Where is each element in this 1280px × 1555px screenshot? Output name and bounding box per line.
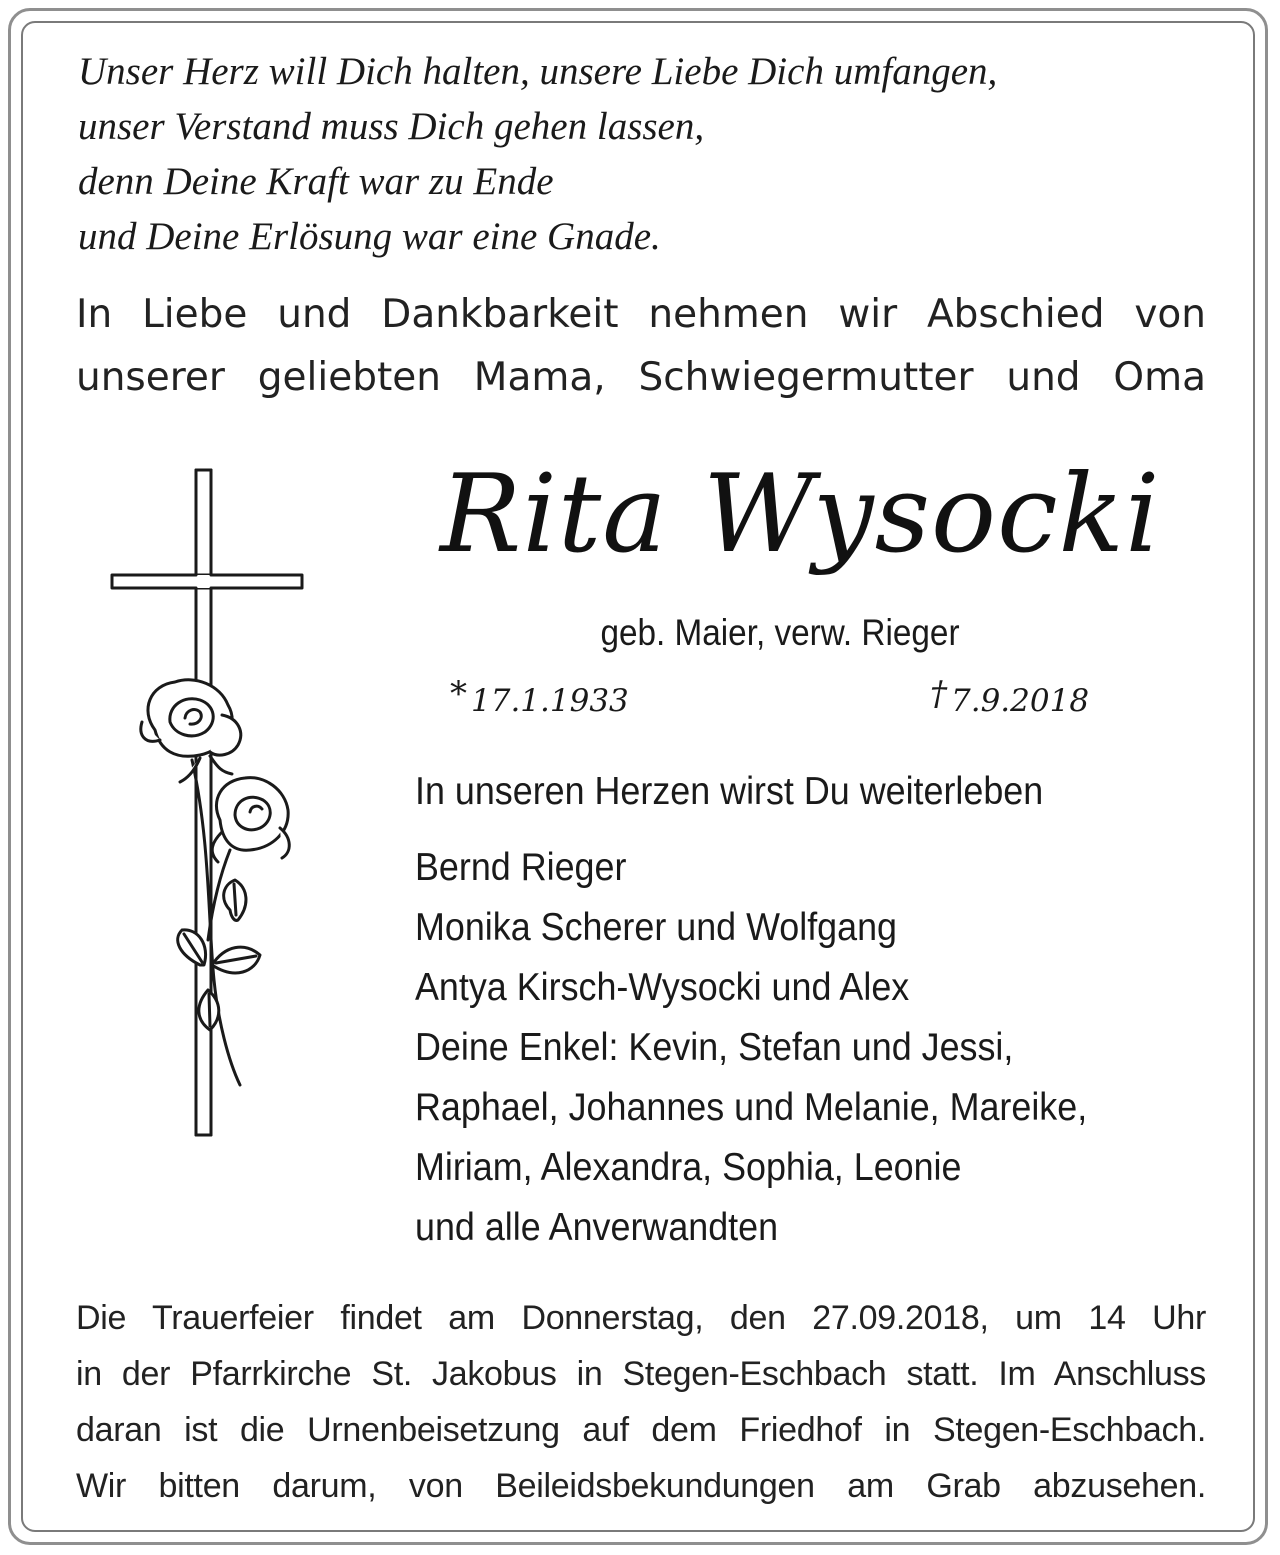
funeral-line: Wir bitten darum, von Beileidsbekundungen am Grab abzusehen. — [76, 1467, 1206, 1505]
mourner-line: Antya Kirsch-Wysocki und Alex — [415, 966, 910, 1009]
poem — [78, 44, 997, 264]
birth-date-block — [450, 672, 629, 723]
mourner-line: Deine Enkel: Kevin, Stefan und Jessi, — [415, 1026, 1014, 1069]
intro-line: In Liebe und Dankbarkeit nehmen wir Abschied von — [76, 292, 1206, 337]
intro-text — [76, 283, 1206, 409]
death-date: 7.9.2018 — [951, 683, 1090, 719]
mourner-line: Miriam, Alexandra, Sophia, Leonie — [415, 1146, 962, 1189]
mourner-line: Monika Scherer und Wolfgang — [415, 906, 898, 949]
birth-names: geb. Maier, verw. Rieger — [600, 612, 960, 653]
birth-star-icon: * — [450, 674, 467, 714]
poem-line: denn Deine Kraft war zu Ende — [78, 160, 554, 203]
poem-line: und Deine Erlösung war eine Gnade. — [78, 215, 661, 258]
death-date-block — [930, 672, 1089, 723]
poem-line: unser Verstand muss Dich gehen lassen, — [78, 105, 705, 148]
cross-with-roses-icon — [100, 460, 320, 1140]
funeral-line: in der Pfarrkirche St. Jakobus in Stegen-Eschbach statt. Im Anschluss — [76, 1355, 1206, 1393]
mourner-line: Raphael, Johannes und Melanie, Mareike, — [415, 1086, 1088, 1129]
mourner-line: und alle Anverwandten — [415, 1206, 779, 1249]
death-cross-icon: † — [930, 674, 947, 714]
mourner-line: Bernd Rieger — [415, 846, 627, 889]
funeral-line: daran ist die Urnenbeisetzung auf dem Friedhof in Stegen-Eschbach. — [76, 1411, 1206, 1449]
deceased-name: Rita Wysocki — [440, 452, 1161, 577]
poem-line: Unser Herz will Dich halten, unsere Liebe Dich umfangen, — [78, 50, 998, 93]
mourners-list — [415, 838, 1087, 1258]
tagline: In unseren Herzen wirst Du weiterleben — [415, 770, 1044, 813]
funeral-line: Die Trauerfeier findet am Donnerstag, den 27.09.2018, um 14 Uhr — [76, 1299, 1206, 1337]
birth-date: 17.1.1933 — [471, 683, 629, 719]
funeral-notice — [76, 1290, 1206, 1514]
intro-line: unserer geliebten Mama, Schwiegermutter und Oma — [76, 355, 1206, 400]
